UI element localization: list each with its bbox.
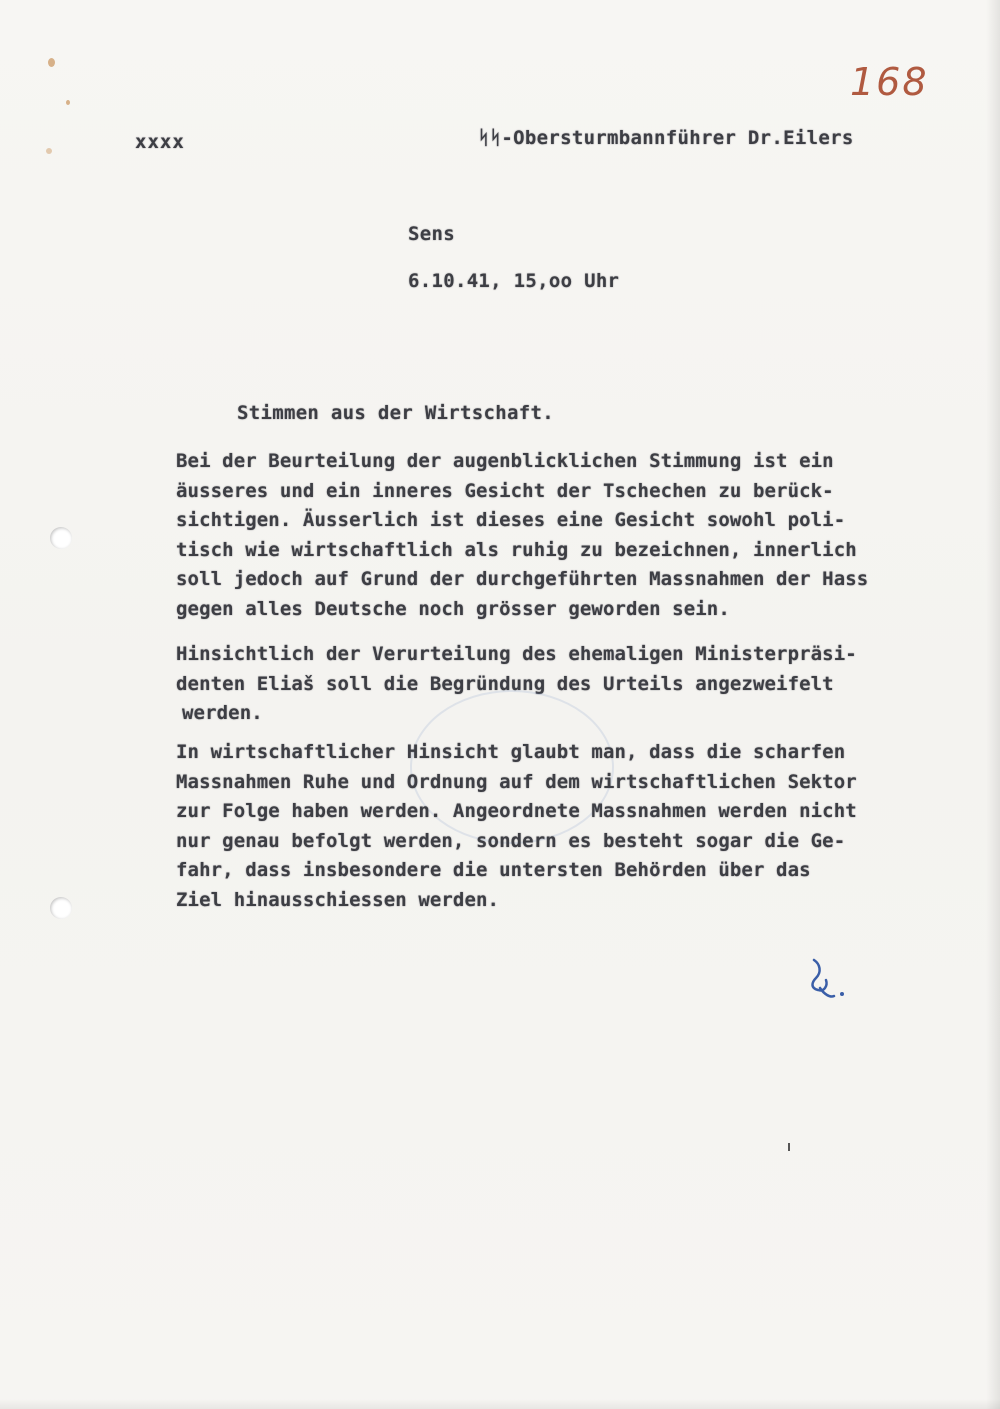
paragraph-1 (176, 447, 896, 624)
text-line: äusseres und ein inneres Gesicht der Tschechen zu berück- (176, 479, 834, 502)
ink-mark (788, 1143, 790, 1151)
text-line: zur Folge haben werden. Angeordnete Massnahmen werden nicht (176, 800, 857, 822)
rust-stain (48, 58, 55, 67)
place-line: Sens (408, 223, 455, 245)
text-line: soll jedoch auf Grund der durchgeführten Massnahmen der Hass (176, 568, 869, 590)
signature-icon (800, 950, 860, 1014)
rust-stain (66, 100, 70, 105)
date-time-line: 6.10.41, 15,oo Uhr (408, 270, 620, 292)
text-line: Ziel hinausschiessen werden. (176, 888, 500, 911)
text-line: tisch wie wirtschaftlich als ruhig zu bezeichnen, innerlich (176, 538, 857, 561)
rust-stain (46, 148, 52, 154)
text-line: werden. (182, 702, 263, 724)
addressee: ᛋᛋ-Obersturmbannführer Dr.Eilers (478, 127, 854, 149)
text-line: Massnahmen Ruhe und Ordnung auf dem wirtschaftlichen Sektor (176, 770, 857, 793)
text-line: gegen alles Deutsche noch grösser geworden sein. (176, 597, 730, 620)
text-line: denten Eliaš soll die Begründung des Urteils angezweifelt (176, 672, 834, 695)
text-line: Hinsichtlich der Verurteilung des ehemaligen Ministerpräsi- (176, 643, 857, 665)
paragraph-3 (176, 738, 896, 915)
paper-edge (0, 1399, 1000, 1409)
paper-edge (986, 0, 1000, 1409)
text-line: Bei der Beurteilung der augenblicklichen Stimmung ist ein (176, 450, 834, 472)
struck-out-text: xxxx (135, 131, 185, 153)
text-line: nur genau befolgt werden, sondern es besteht sogar die Ge- (176, 829, 846, 852)
text-line: In wirtschaftlicher Hinsicht glaubt man, dass die scharfen (176, 741, 846, 763)
punch-hole (50, 527, 72, 549)
section-heading: Stimmen aus der Wirtschaft. (237, 402, 554, 424)
text-line: sichtigen. Äusserlich ist dieses eine Gesicht sowohl poli- (176, 509, 846, 531)
text-line: fahr, dass insbesondere die untersten Behörden über das (176, 859, 811, 881)
punch-hole (50, 897, 72, 919)
page-number: 168 (850, 60, 929, 104)
